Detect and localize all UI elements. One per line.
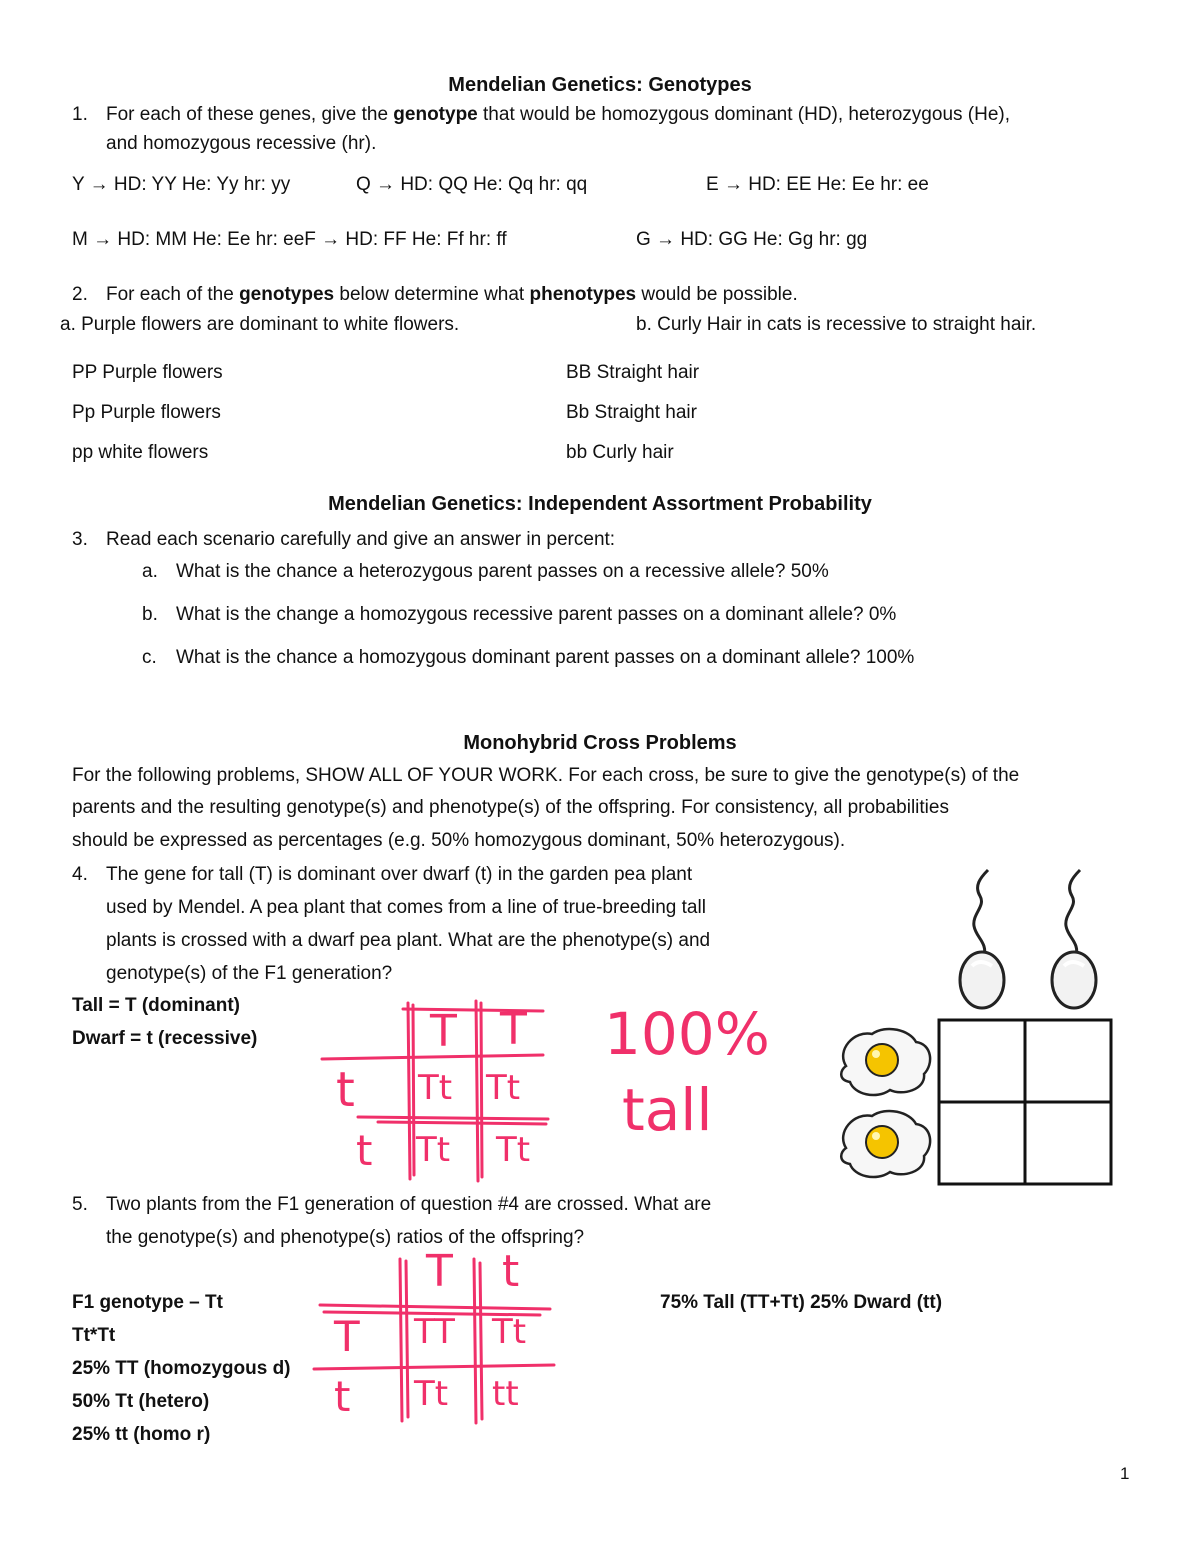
- q4-hand-top-2: T: [500, 1004, 527, 1055]
- q5-hand-top-1: T: [426, 1246, 453, 1297]
- q2-text-post: would be possible.: [636, 284, 798, 305]
- q4-hand-side-1: t: [336, 1062, 355, 1118]
- intro-line-3: should be expressed as percentages (e.g. 50% homozygous dominant, 50% heterozygous).: [72, 830, 846, 851]
- q5-answer-tt-recessive: 25% tt (homo r): [72, 1424, 211, 1445]
- q4-hand-result-percent: 100%: [604, 1000, 770, 1068]
- section-title-probability: Mendelian Genetics: Independent Assortment Probability: [328, 493, 872, 515]
- q4-line-4: genotype(s) of the F1 generation?: [106, 963, 393, 984]
- q4-line-1: The gene for tall (T) is dominant over dwarf (t) in the garden pea plant: [106, 864, 693, 885]
- q5-ratio: 75% Tall (TT+Tt) 25% Dward (tt): [660, 1292, 943, 1313]
- q5-hand-side-2: t: [334, 1372, 351, 1421]
- q1-text-line1: [106, 104, 1010, 126]
- q2-part-a: a. Purple flowers are dominant to white flowers.: [60, 314, 460, 335]
- q5-hand-top-2: t: [502, 1246, 520, 1297]
- q3-item-c-text: What is the chance a homozygous dominant parent passes on a dominant allele? 100%: [176, 647, 915, 668]
- q4-line-2: used by Mendel. A pea plant that comes from a line of true-breeding tall: [106, 897, 706, 918]
- phenotype-pp-hetero: Pp Purple flowers: [72, 402, 221, 423]
- q1-number: 1.: [72, 104, 88, 125]
- phenotype-pp-dominant: PP Purple flowers: [72, 362, 223, 383]
- genotype-g: G → HD: GG He: Gg hr: gg: [636, 229, 868, 250]
- q5-line-2: the genotype(s) and phenotype(s) ratios of the offspring?: [106, 1227, 585, 1248]
- egg-icon: [836, 1102, 936, 1182]
- genotype-q: Q → HD: QQ He: Qq hr: qq: [356, 174, 588, 195]
- phenotype-bb-recessive: bb Curly hair: [566, 442, 674, 463]
- q4-hand-result-tall: tall: [622, 1076, 713, 1144]
- q2-part-b: b. Curly Hair in cats is recessive to straight hair.: [636, 314, 1037, 335]
- q4-hand-side-2: t: [356, 1126, 373, 1175]
- sperm-icon: [1040, 862, 1120, 1012]
- q4-hand-cell-4: Tt: [496, 1130, 531, 1170]
- section-title-genotypes: Mendelian Genetics: Genotypes: [448, 74, 752, 96]
- q1-text-bold: genotype: [393, 104, 478, 125]
- q4-hand-cell-1: Tt: [418, 1068, 453, 1108]
- q5-hand-cell-1: TT: [414, 1312, 455, 1352]
- q5-hand-side-1: T: [334, 1312, 360, 1361]
- q5-answer-tt-hetero: 50% Tt (hetero): [72, 1391, 210, 1412]
- q5-hand-cell-2: Tt: [492, 1312, 527, 1352]
- punnett-square-grid: [937, 1018, 1113, 1186]
- q2-number: 2.: [72, 284, 88, 305]
- q5-answer-tt-dominant: 25% TT (homozygous d): [72, 1358, 291, 1379]
- q2-text: [106, 284, 798, 306]
- genotype-y: Y → HD: YY He: Yy hr: yy: [72, 174, 291, 195]
- q4-line-3: plants is crossed with a dwarf pea plant. What are the phenotype(s) and: [106, 930, 711, 951]
- sperm-icon: [950, 862, 1030, 1012]
- q5-number: 5.: [72, 1194, 88, 1215]
- q5-hand-cell-4: tt: [492, 1374, 519, 1414]
- q5-answer-f1-genotype: F1 genotype – Tt: [72, 1292, 223, 1313]
- q4-hand-cell-2: Tt: [486, 1068, 521, 1108]
- q3-item-c-letter: c.: [142, 647, 157, 668]
- q2-text-pre: For each of the: [106, 284, 240, 305]
- q1-text-line2: and homozygous recessive (hr).: [106, 133, 377, 154]
- q2-text-mid: below determine what: [334, 284, 530, 305]
- page-number: 1: [1120, 1464, 1130, 1483]
- genotype-e: E → HD: EE He: Ee hr: ee: [706, 174, 929, 195]
- section-title-monohybrid: Monohybrid Cross Problems: [463, 732, 737, 754]
- q1-text-post: that would be homozygous dominant (HD), heterozygous (He),: [477, 104, 1011, 125]
- q3-text: Read each scenario carefully and give an answer in percent:: [106, 529, 616, 550]
- q3-item-b-text: What is the change a homozygous recessive parent passes on a dominant allele? 0%: [176, 604, 897, 625]
- q3-item-a-letter: a.: [142, 561, 158, 582]
- q4-answer-tall: Tall = T (dominant): [72, 995, 241, 1016]
- phenotype-bb-dominant: BB Straight hair: [566, 362, 700, 383]
- q4-answer-dwarf: Dwarf = t (recessive): [72, 1028, 258, 1049]
- q5-answer-cross: Tt*Tt: [72, 1325, 116, 1346]
- q5-line-1: Two plants from the F1 generation of question #4 are crossed. What are: [106, 1194, 712, 1215]
- egg-icon: [836, 1020, 936, 1100]
- q2-bold-phenotypes: phenotypes: [529, 284, 637, 305]
- q2-bold-genotypes: genotypes: [239, 284, 335, 305]
- intro-line-2: parents and the resulting genotype(s) and phenotype(s) of the offspring. For consistency, all probabilities: [72, 797, 949, 818]
- q3-number: 3.: [72, 529, 88, 550]
- q3-item-a-text: What is the chance a heterozygous parent passes on a recessive allele? 50%: [176, 561, 829, 582]
- phenotype-pp-recessive: pp white flowers: [72, 442, 209, 463]
- phenotype-bb-hetero: Bb Straight hair: [566, 402, 697, 423]
- q4-number: 4.: [72, 864, 88, 885]
- q1-text-pre: For each of these genes, give the: [106, 104, 394, 125]
- q4-hand-top-1: T: [430, 1006, 457, 1057]
- genotype-m-f: M → HD: MM He: Ee hr: eeF → HD: FF He: Ff hr: ff: [72, 229, 507, 250]
- q3-item-b-letter: b.: [142, 604, 158, 625]
- q5-hand-cell-3: Tt: [414, 1374, 449, 1414]
- intro-line-1: For the following problems, SHOW ALL OF YOUR WORK. For each cross, be sure to give the genotype(s) of the: [72, 765, 1020, 786]
- q4-hand-cell-3: Tt: [416, 1130, 451, 1170]
